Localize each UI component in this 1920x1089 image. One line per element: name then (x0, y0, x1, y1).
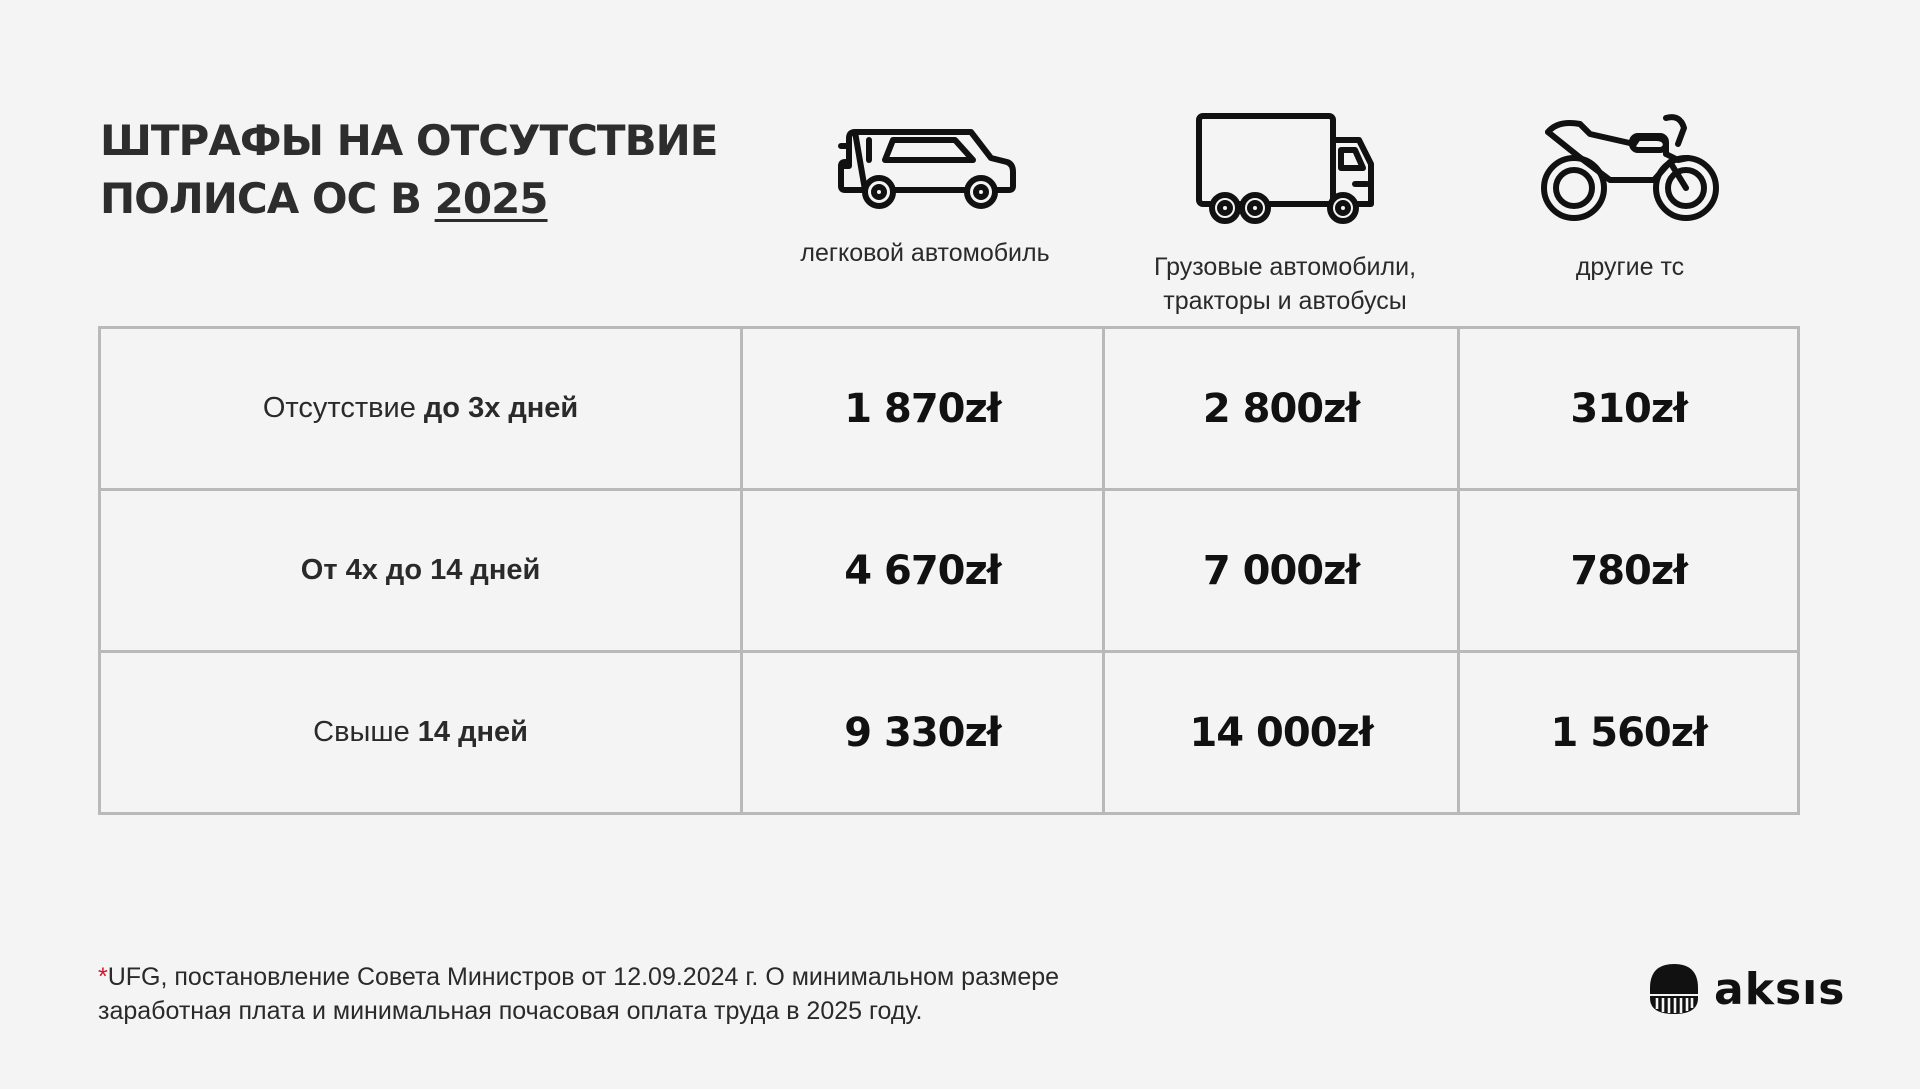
vehicle-label-motorcycle: другие тс (1575, 253, 1685, 281)
vehicle-column-truck (1110, 110, 1460, 318)
fine-amount-truck: 2 800zł (1103, 328, 1459, 490)
table-row (100, 328, 1799, 490)
fine-amount-other: 310zł (1459, 328, 1799, 490)
row-label-normal: Свыше (313, 716, 418, 748)
fine-amount-car: 1 870zł (742, 328, 1104, 490)
table-row (100, 652, 1799, 814)
fine-amount-other: 780zł (1459, 490, 1799, 652)
row-label (100, 652, 742, 814)
truck-icon (1193, 110, 1377, 224)
aksis-logo-icon (1648, 962, 1700, 1016)
fine-amount-truck: 14 000zł (1103, 652, 1459, 814)
page-title (100, 112, 717, 228)
row-label (100, 490, 742, 652)
vehicle-column-motorcycle (1500, 110, 1760, 284)
row-label (100, 328, 742, 490)
footnote-text-1: UFG, постановление Совета Министров от 12.09.2024 г. О минимальном размере (107, 963, 1060, 991)
fine-amount-truck: 7 000zł (1103, 490, 1459, 652)
title-line-1: ШТРАФЫ НА ОТСУТСТВИЕ (100, 116, 718, 165)
table-row (100, 490, 1799, 652)
fine-amount-car: 4 670zł (742, 490, 1104, 652)
title-line-2 (100, 170, 717, 228)
vehicle-column-car (770, 110, 1080, 270)
footnote-star: * (98, 963, 108, 991)
title-year: 2025 (434, 174, 548, 223)
motorcycle-icon (1538, 110, 1722, 224)
vehicle-label-car: легковой автомобиль (800, 239, 1050, 267)
fine-amount-other: 1 560zł (1459, 652, 1799, 814)
fines-table (98, 326, 1800, 815)
fine-amount-car: 9 330zł (742, 652, 1104, 814)
row-label-bold: 14 дней (417, 716, 528, 748)
brand-logo (1648, 962, 1845, 1016)
row-label-normal: Отсутствие (262, 392, 424, 424)
car-icon (833, 110, 1017, 210)
row-label-bold: От 4х до 14 дней (300, 554, 541, 586)
brand-name: aksıs (1714, 963, 1846, 1015)
footnote-line-2: заработная плата и минимальная почасовая оплата труда в 2025 году. (98, 997, 923, 1025)
vehicle-label-truck-line-1: Грузовые автомобили, (1153, 253, 1417, 281)
footnote (98, 960, 1298, 1028)
row-label-bold: до 3х дней (423, 392, 579, 424)
title-line-2-prefix: ПОЛИСА ОС В (100, 174, 435, 223)
vehicle-label-truck (1110, 250, 1460, 318)
vehicle-label-truck-line-2: тракторы и автобусы (1163, 287, 1407, 315)
footnote-line-1 (98, 960, 1298, 994)
